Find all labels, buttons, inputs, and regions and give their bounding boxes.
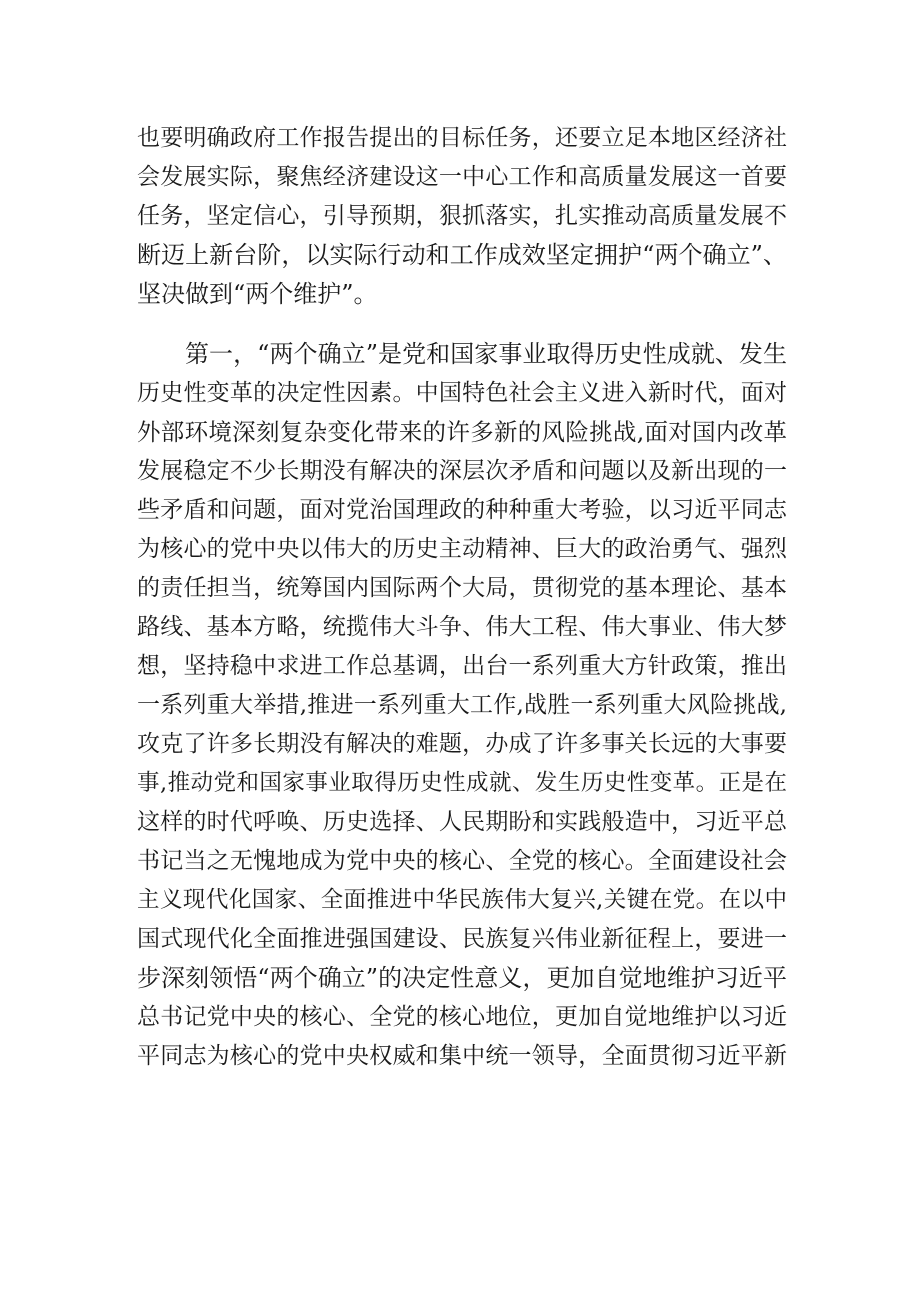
text-line: 坚决做到“两个维护”。	[137, 280, 378, 308]
text-line: 平同志为核心的党中央权威和集中统一领导，全面贯彻习近平新	[137, 1043, 787, 1069]
text-line: 任务，坚定信心，引导预期，狠抓落实，扎实推动高质量发展不	[137, 203, 787, 229]
text-line: 外部环境深刻复杂变化带来的许多新的风险挑战,面对国内改革	[137, 418, 787, 446]
text-line: 国式现代化全面推进强国建设、民族复兴伟业新征程上，要进一	[137, 926, 787, 952]
text-line: 路线、基本方略，统揽伟大斗争、伟大工程、伟大事业、伟大梦	[137, 614, 787, 640]
text-line: 一系列重大举措,推进一系列重大工作,战胜一系列重大风险挑战,	[137, 692, 787, 718]
text-line: 攻克了许多长期没有解决的难题，办成了许多事关长远的大事要	[137, 731, 787, 757]
text-line: 想，坚持稳中求进工作总基调，出台一系列重大方针政策，推出	[137, 653, 787, 679]
text-line: 事,推动党和国家事业取得历史性成就、发生历史性变革。正是在	[137, 770, 787, 796]
text-line: 也要明确政府工作报告提出的目标任务，还要立足本地区经济社	[137, 125, 787, 151]
text-line: 历史性变革的决定性因素。中国特色社会主义进入新时代，面对	[137, 380, 787, 406]
text-line: 为核心的党中央以伟大的历史主动精神、巨大的政治勇气、强烈	[137, 536, 787, 562]
text-line: 第一，“两个确立”是党和国家事业取得历史性成就、发生	[185, 340, 787, 368]
text-line: 会发展实际，聚焦经济建设这一中心工作和高质量发展这一首要	[137, 164, 787, 190]
text-line: 书记当之无愧地成为党中央的核心、全党的核心。全面建设社会	[137, 848, 787, 874]
text-line: 步深刻领悟“两个确立”的决定性意义，更加自觉地维护习近平	[137, 964, 787, 992]
text-line: 主义现代化国家、全面推进中华民族伟大复兴,关键在党。在以中	[137, 887, 787, 913]
text-line: 这样的时代呼唤、历史选择、人民期盼和实践般造中，习近平总	[137, 809, 787, 835]
text-line: 总书记党中央的核心、全党的核心地位，更加自觉地维护以习近	[137, 1004, 787, 1030]
text-line: 断迈上新台阶，以实际行动和工作成效坚定拥护“两个确立”、	[137, 241, 787, 269]
text-line: 发展稳定不少长期没有解决的深层次矛盾和问题以及新出现的一	[137, 458, 787, 484]
text-line: 些矛盾和问题，面对党治国理政的种种重大考验，以习近平同志	[137, 497, 787, 523]
text-line: 的责任担当，统筹国内国际两个大局，贯彻党的基本理论、基本	[137, 575, 787, 601]
